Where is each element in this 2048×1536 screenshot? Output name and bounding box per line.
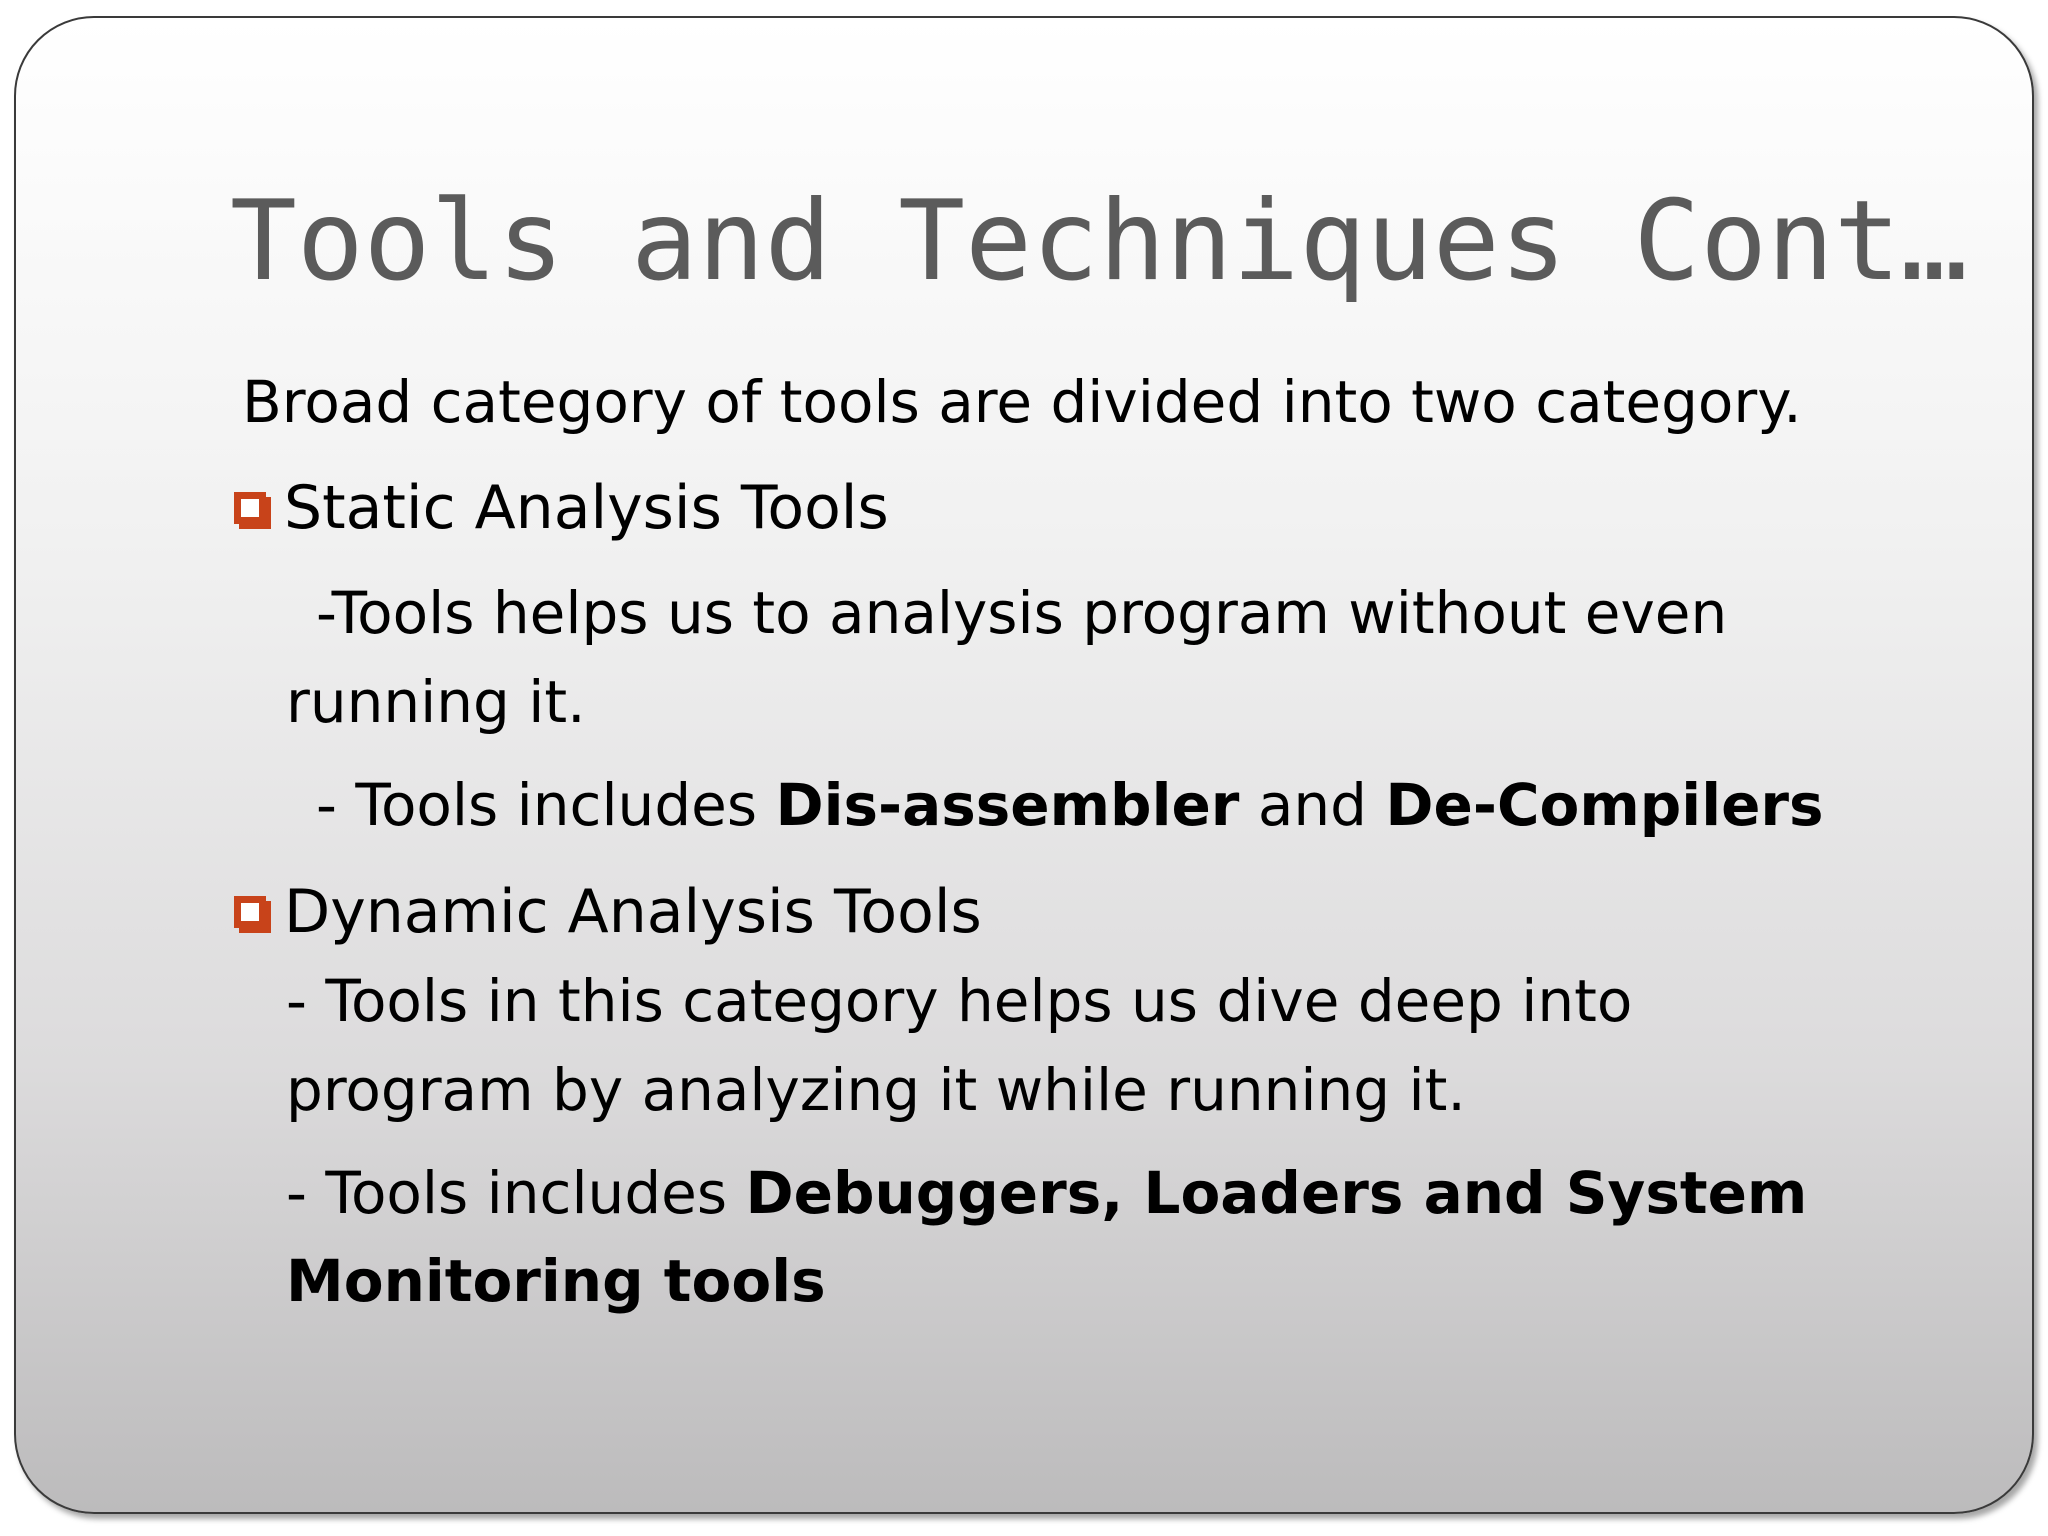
checkbox-icon bbox=[234, 896, 266, 928]
slide-title: Tools and Techniques Cont… bbox=[230, 177, 1968, 306]
slide bbox=[14, 16, 2034, 1514]
dynamic-items-bold-2: Monitoring tools bbox=[286, 1247, 826, 1315]
dynamic-items-bold-1: Debuggers, Loaders and System bbox=[745, 1159, 1808, 1227]
dynamic-desc-line1: - Tools in this category helps us dive deep into bbox=[286, 967, 1633, 1035]
intro-text: Broad category of tools are divided into two category. bbox=[242, 368, 1802, 436]
dynamic-desc-line2: program by analyzing it while running it. bbox=[286, 1056, 1466, 1124]
dynamic-includes-line1 bbox=[286, 1149, 1807, 1237]
dynamic-includes-prefix: - Tools includes bbox=[286, 1159, 746, 1227]
static-item-decompilers: De-Compilers bbox=[1385, 771, 1824, 839]
static-includes-prefix: - Tools includes bbox=[316, 771, 776, 839]
static-includes-joiner: and bbox=[1239, 771, 1386, 839]
bullet-dynamic bbox=[232, 868, 982, 956]
static-desc-line2: running it. bbox=[286, 668, 586, 736]
bullet-static bbox=[232, 464, 889, 552]
static-item-disassembler: Dis-assembler bbox=[775, 771, 1240, 839]
static-includes bbox=[316, 761, 1824, 849]
dynamic-includes-line2 bbox=[286, 1237, 826, 1325]
static-desc-line1: -Tools helps us to analysis program without even bbox=[316, 579, 1728, 647]
checkbox-icon bbox=[234, 492, 266, 524]
dynamic-heading: Dynamic Analysis Tools bbox=[284, 877, 982, 947]
static-heading: Static Analysis Tools bbox=[284, 473, 889, 543]
